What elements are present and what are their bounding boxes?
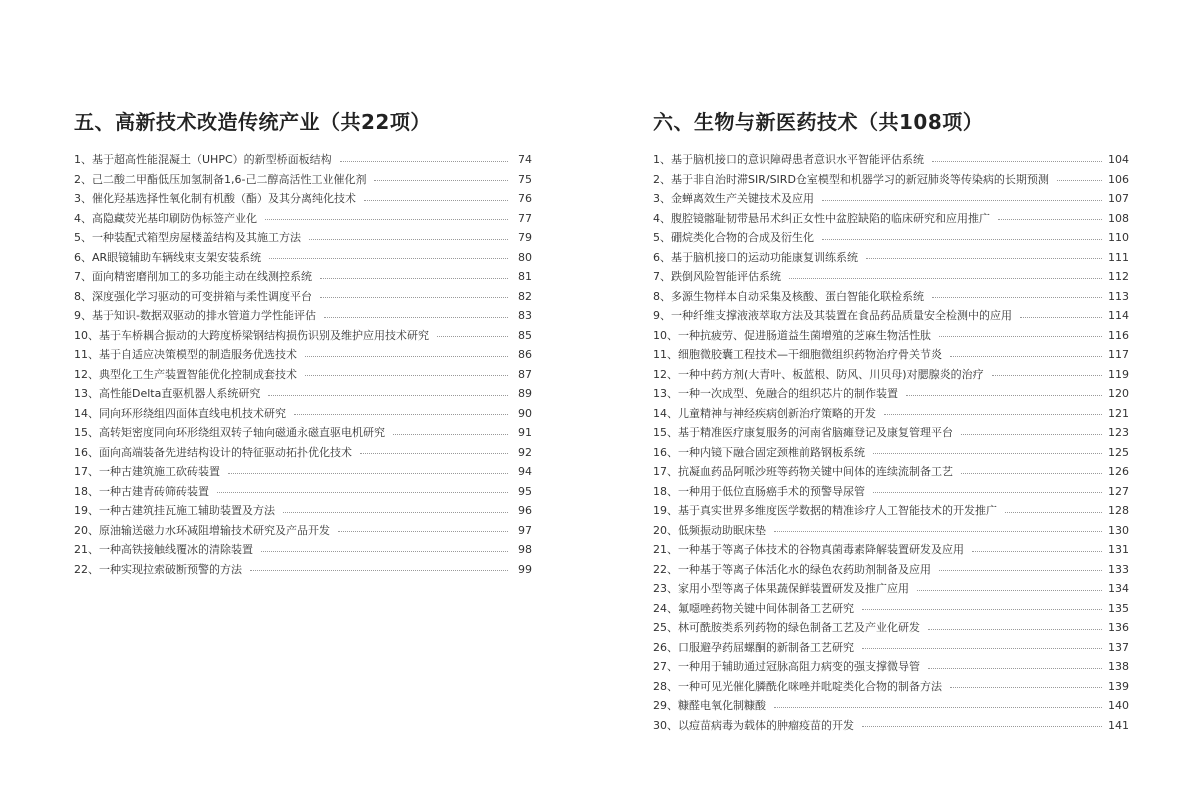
toc-entry[interactable] — [74, 404, 532, 424]
dot-leader — [324, 316, 508, 318]
dot-leader — [789, 277, 1102, 279]
dot-leader — [917, 589, 1102, 591]
toc-entry-page-number: 114 — [1108, 309, 1129, 322]
dot-leader — [873, 452, 1102, 454]
toc-entry-title: 21、一种高铁接触线覆冰的清除装置 — [74, 543, 253, 556]
toc-entry[interactable] — [653, 326, 1129, 346]
toc-entry-page-number: 141 — [1108, 718, 1129, 732]
dot-leader — [265, 218, 508, 220]
toc-entry-page-number: 79 — [518, 231, 532, 244]
toc-entry-page-number: 92 — [518, 445, 532, 459]
toc-entry-page-number: 127 — [1108, 484, 1129, 498]
toc-entry[interactable] — [653, 287, 1129, 307]
toc-entry[interactable] — [653, 521, 1129, 541]
toc-entry-page-number: 82 — [518, 289, 532, 303]
toc-entry-title: 18、一种古建青砖筛砖装置 — [74, 484, 209, 498]
toc-entry[interactable] — [74, 248, 532, 268]
toc-entry-title: 16、面向高端装备先进结构设计的特征驱动拓扑优化技术 — [74, 445, 352, 459]
toc-entry[interactable] — [653, 345, 1129, 365]
toc-entry[interactable] — [74, 384, 532, 404]
toc-entry-page-number: 117 — [1108, 348, 1129, 361]
toc-entry[interactable] — [653, 579, 1129, 599]
dot-leader — [774, 706, 1102, 708]
toc-entry-page-number: 130 — [1108, 523, 1129, 537]
dot-leader — [360, 452, 508, 454]
toc-entry-page-number: 89 — [518, 387, 532, 400]
toc-entry-title: 21、一种基于等离子体技术的谷物真菌毒素降解装置研发及应用 — [653, 543, 964, 556]
toc-entry-page-number: 119 — [1108, 367, 1129, 381]
toc-entry-page-number: 110 — [1108, 231, 1129, 244]
toc-entry-title: 22、一种实现拉索破断预警的方法 — [74, 562, 242, 576]
dot-leader — [932, 296, 1102, 298]
toc-entry[interactable] — [74, 462, 532, 482]
toc-entry-title: 9、基于知识-数据双驱动的排水管道力学性能评估 — [74, 309, 316, 322]
toc-entry-page-number: 126 — [1108, 465, 1129, 478]
toc-entry-page-number: 94 — [518, 465, 532, 478]
toc-entry[interactable] — [653, 638, 1129, 658]
toc-entry-title: 20、低频振动助眠床垫 — [653, 523, 766, 537]
dot-leader — [340, 160, 508, 162]
toc-entry-title: 19、基于真实世界多维度医学数据的精准诊疗人工智能技术的开发推广 — [653, 504, 997, 517]
toc-entry-page-number: 104 — [1108, 153, 1129, 166]
toc-entry-title: 17、一种古建筑施工砍砖装置 — [74, 465, 220, 478]
dot-leader — [939, 569, 1102, 571]
toc-entry-title: 6、AR眼镜辅助车辆线束支架安装系统 — [74, 250, 262, 264]
toc-entry-page-number: 140 — [1108, 699, 1129, 712]
toc-entry[interactable] — [74, 189, 532, 209]
toc-list-left — [74, 150, 532, 579]
toc-entry-page-number: 112 — [1108, 270, 1129, 283]
dot-leader — [305, 355, 508, 357]
toc-entry-page-number: 136 — [1108, 621, 1129, 634]
toc-entry[interactable] — [653, 209, 1129, 229]
toc-entry-page-number: 134 — [1108, 582, 1129, 595]
toc-entry-page-number: 87 — [518, 367, 532, 381]
dot-leader — [228, 472, 508, 474]
toc-entry-title: 16、一种内镜下融合固定颈椎前路钢板系统 — [653, 445, 865, 459]
toc-entry-title: 2、己二酸二甲酯低压加氢制备1,6-己二醇高活性工业催化剂 — [74, 172, 367, 186]
toc-entry-page-number: 77 — [518, 211, 532, 225]
toc-entry-title: 7、跌倒风险智能评估系统 — [653, 270, 781, 283]
toc-entry[interactable] — [653, 618, 1129, 638]
toc-entry-title: 12、一种中药方剂(大青叶、板蓝根、防风、川贝母)对腮腺炎的治疗 — [653, 367, 984, 381]
toc-entry[interactable] — [653, 248, 1129, 268]
toc-entry-page-number: 108 — [1108, 211, 1129, 225]
toc-entry-title: 8、深度强化学习驱动的可变拼箱与柔性调度平台 — [74, 289, 312, 303]
dot-leader — [906, 394, 1102, 396]
toc-entry[interactable] — [653, 560, 1129, 580]
toc-entry-page-number: 107 — [1108, 192, 1129, 205]
toc-entry[interactable] — [653, 365, 1129, 385]
toc-entry-title: 10、基于车桥耦合振动的大跨度桥梁钢结构损伤识别及维护应用技术研究 — [74, 328, 429, 342]
toc-entry-page-number: 113 — [1108, 289, 1129, 303]
toc-entry[interactable] — [653, 599, 1129, 619]
toc-entry-page-number: 123 — [1108, 426, 1129, 439]
toc-entry-page-number: 116 — [1108, 328, 1129, 342]
dot-leader — [320, 277, 508, 279]
toc-entry-page-number: 133 — [1108, 562, 1129, 576]
toc-entry-title: 8、多源生物样本自动采集及核酸、蛋白智能化联检系统 — [653, 289, 924, 303]
toc-entry[interactable] — [653, 443, 1129, 463]
toc-entry[interactable] — [74, 423, 532, 443]
dot-leader — [374, 179, 508, 181]
toc-entry-title: 17、抗凝血药品阿哌沙班等药物关键中间体的连续流制备工艺 — [653, 465, 953, 478]
dot-leader — [998, 218, 1102, 220]
toc-entry-page-number: 135 — [1108, 601, 1129, 615]
toc-entry[interactable] — [74, 228, 532, 248]
toc-entry-title: 29、糠醛电氧化制糠酸 — [653, 699, 766, 712]
toc-entry-title: 18、一种用于低位直肠癌手术的预警导尿管 — [653, 484, 865, 498]
toc-entry-title: 14、儿童精神与神经疾病创新治疗策略的开发 — [653, 406, 876, 420]
toc-entry-title: 19、一种古建筑挂瓦施工辅助装置及方法 — [74, 504, 275, 517]
toc-entry-title: 28、一种可见光催化膦酰化咪唑并吡啶类化合物的制备方法 — [653, 679, 942, 693]
toc-entry[interactable] — [653, 696, 1129, 716]
toc-entry-page-number: 106 — [1108, 172, 1129, 186]
toc-entry-title: 24、氟噁唑药物关键中间体制备工艺研究 — [653, 601, 854, 615]
toc-entry-page-number: 125 — [1108, 445, 1129, 459]
dot-leader — [774, 530, 1102, 532]
toc-entry-title: 27、一种用于辅助通过冠脉高阻力病变的强支撑微导管 — [653, 660, 920, 673]
section-heading-left: 五、高新技术改造传统产业（共22项） — [74, 110, 431, 134]
toc-entry[interactable] — [653, 482, 1129, 502]
dot-leader — [950, 686, 1102, 688]
toc-entry-page-number: 91 — [518, 426, 532, 439]
toc-entry-page-number: 131 — [1108, 543, 1129, 556]
toc-entry-title: 3、催化羟基选择性氧化制有机酸（酯）及其分离纯化技术 — [74, 192, 356, 205]
dot-leader — [884, 413, 1102, 415]
toc-entry-title: 1、基于超高性能混凝土（UHPC）的新型桥面板结构 — [74, 153, 332, 166]
toc-entry-page-number: 74 — [518, 153, 532, 166]
toc-entry-title: 26、口服避孕药屈螺酮的新制备工艺研究 — [653, 640, 854, 654]
dot-leader — [862, 647, 1102, 649]
dot-leader — [437, 335, 508, 337]
toc-entry-page-number: 83 — [518, 309, 532, 322]
toc-entry-page-number: 98 — [518, 543, 532, 556]
toc-entry[interactable] — [653, 677, 1129, 697]
dot-leader — [822, 199, 1102, 201]
toc-entry-page-number: 90 — [518, 406, 532, 420]
toc-entry-page-number: 75 — [518, 172, 532, 186]
dot-leader — [822, 238, 1102, 240]
dot-leader — [269, 257, 508, 259]
toc-entry-page-number: 128 — [1108, 504, 1129, 517]
dot-leader — [250, 569, 508, 571]
toc-entry[interactable] — [74, 306, 532, 326]
dot-leader — [364, 199, 508, 201]
toc-entry[interactable] — [74, 287, 532, 307]
toc-entry[interactable] — [653, 170, 1129, 190]
dot-leader — [309, 238, 508, 240]
toc-entry[interactable] — [653, 150, 1129, 170]
dot-leader — [866, 257, 1102, 259]
toc-entry[interactable] — [653, 189, 1129, 209]
dot-leader — [862, 725, 1102, 727]
toc-entry-page-number: 139 — [1108, 679, 1129, 693]
toc-entry-title: 13、高性能Delta直驱机器人系统研究 — [74, 387, 261, 400]
toc-entry-page-number: 85 — [518, 328, 532, 342]
toc-entry-page-number: 121 — [1108, 406, 1129, 420]
toc-entry-title: 15、基于精准医疗康复服务的河南省脑瘫登记及康复管理平台 — [653, 426, 953, 439]
toc-entry[interactable] — [653, 306, 1129, 326]
dot-leader — [862, 608, 1102, 610]
toc-entry-page-number: 76 — [518, 192, 532, 205]
dot-leader — [268, 394, 508, 396]
dot-leader — [1057, 179, 1102, 181]
toc-entry[interactable] — [653, 657, 1129, 677]
toc-list-right — [653, 150, 1129, 735]
toc-entry[interactable] — [74, 501, 532, 521]
toc-entry[interactable] — [653, 228, 1129, 248]
toc-entry[interactable] — [653, 540, 1129, 560]
toc-entry-page-number: 99 — [518, 562, 532, 576]
toc-entry[interactable] — [653, 384, 1129, 404]
toc-entry[interactable] — [74, 443, 532, 463]
toc-entry-title: 11、基于自适应决策模型的制造服务优选技术 — [74, 348, 297, 361]
dot-leader — [961, 472, 1102, 474]
toc-entry-page-number: 96 — [518, 504, 532, 517]
toc-entry-title: 23、家用小型等离子体果蔬保鲜装置研发及推广应用 — [653, 582, 909, 595]
dot-leader — [928, 628, 1102, 630]
dot-leader — [972, 550, 1102, 552]
toc-entry-page-number: 138 — [1108, 660, 1129, 673]
dot-leader — [1005, 511, 1102, 513]
toc-entry[interactable] — [74, 365, 532, 385]
toc-entry[interactable] — [653, 501, 1129, 521]
dot-leader — [939, 335, 1102, 337]
toc-entry[interactable] — [74, 267, 532, 287]
section-heading-right: 六、生物与新医药技术（共108项） — [653, 110, 984, 134]
dot-leader — [950, 355, 1102, 357]
toc-entry-page-number: 97 — [518, 523, 532, 537]
toc-entry-title: 22、一种基于等离子体活化水的绿色农药助剂制备及应用 — [653, 562, 931, 576]
toc-entry-title: 25、林可酰胺类系列药物的绿色制备工艺及产业化研发 — [653, 621, 920, 634]
dot-leader — [932, 160, 1102, 162]
toc-entry-title: 7、面向精密磨削加工的多功能主动在线测控系统 — [74, 270, 312, 283]
toc-entry-title: 14、同向环形绕组四面体直线电机技术研究 — [74, 406, 286, 420]
dot-leader — [873, 491, 1102, 493]
toc-entry-title: 10、一种抗疲劳、促进肠道益生菌增殖的芝麻生物活性肽 — [653, 328, 931, 342]
toc-entry-title: 12、典型化工生产装置智能优化控制成套技术 — [74, 367, 297, 381]
toc-entry-page-number: 137 — [1108, 640, 1129, 654]
toc-entry-title: 15、高转矩密度同向环形绕组双转子轴向磁通永磁直驱电机研究 — [74, 426, 385, 439]
toc-entry[interactable] — [653, 423, 1129, 443]
dot-leader — [961, 433, 1102, 435]
toc-entry-title: 5、硼烷类化合物的合成及衍生化 — [653, 231, 814, 244]
toc-entry[interactable] — [74, 482, 532, 502]
toc-entry-title: 13、一种一次成型、免融合的组织芯片的制作装置 — [653, 387, 898, 400]
dot-leader — [992, 374, 1102, 376]
toc-entry[interactable] — [653, 716, 1129, 736]
toc-entry[interactable] — [74, 326, 532, 346]
toc-entry[interactable] — [74, 540, 532, 560]
toc-entry[interactable] — [653, 267, 1129, 287]
toc-entry[interactable] — [74, 521, 532, 541]
toc-entry-title: 30、以痘苗病毒为载体的肿瘤疫苗的开发 — [653, 718, 854, 732]
toc-entry[interactable] — [653, 462, 1129, 482]
toc-entry-title: 11、细胞微胶囊工程技术—干细胞微组织药物治疗骨关节炎 — [653, 348, 942, 361]
dot-leader — [283, 511, 508, 513]
toc-entry-title: 20、原油输送磁力水环减阻增输技术研究及产品开发 — [74, 523, 330, 537]
toc-entry-page-number: 80 — [518, 250, 532, 264]
toc-entry[interactable] — [74, 345, 532, 365]
toc-entry[interactable] — [74, 170, 532, 190]
toc-entry[interactable] — [74, 209, 532, 229]
dot-leader — [320, 296, 508, 298]
dot-leader — [393, 433, 508, 435]
toc-entry-title: 6、基于脑机接口的运动功能康复训练系统 — [653, 250, 858, 264]
toc-entry[interactable] — [74, 150, 532, 170]
toc-entry-page-number: 95 — [518, 484, 532, 498]
dot-leader — [338, 530, 508, 532]
toc-entry-title: 3、金蝉离效生产关键技术及应用 — [653, 192, 814, 205]
toc-entry[interactable] — [653, 404, 1129, 424]
toc-entry-title: 4、高隐藏荧光基印刷防伪标签产业化 — [74, 211, 257, 225]
dot-leader — [217, 491, 508, 493]
dot-leader — [261, 550, 508, 552]
toc-entry-title: 5、一种装配式箱型房屋楼盖结构及其施工方法 — [74, 231, 301, 244]
dot-leader — [294, 413, 508, 415]
toc-entry-title: 9、一种纤维支撑液液萃取方法及其装置在食品药品质量安全检测中的应用 — [653, 309, 1012, 322]
toc-entry-page-number: 86 — [518, 348, 532, 361]
toc-entry-page-number: 111 — [1108, 250, 1129, 264]
toc-entry[interactable] — [74, 560, 532, 580]
toc-entry-title: 2、基于非自治时滞SIR/SIRD仓室模型和机器学习的新冠肺炎等传染病的长期预测 — [653, 172, 1049, 186]
toc-entry-page-number: 120 — [1108, 387, 1129, 400]
toc-entry-title: 1、基于脑机接口的意识障碍患者意识水平智能评估系统 — [653, 153, 924, 166]
toc-entry-title: 4、腹腔镜髂耻韧带悬吊术纠正女性中盆腔缺陷的临床研究和应用推广 — [653, 211, 990, 225]
dot-leader — [928, 667, 1102, 669]
dot-leader — [305, 374, 508, 376]
toc-entry-page-number: 81 — [518, 270, 532, 283]
dot-leader — [1020, 316, 1102, 318]
